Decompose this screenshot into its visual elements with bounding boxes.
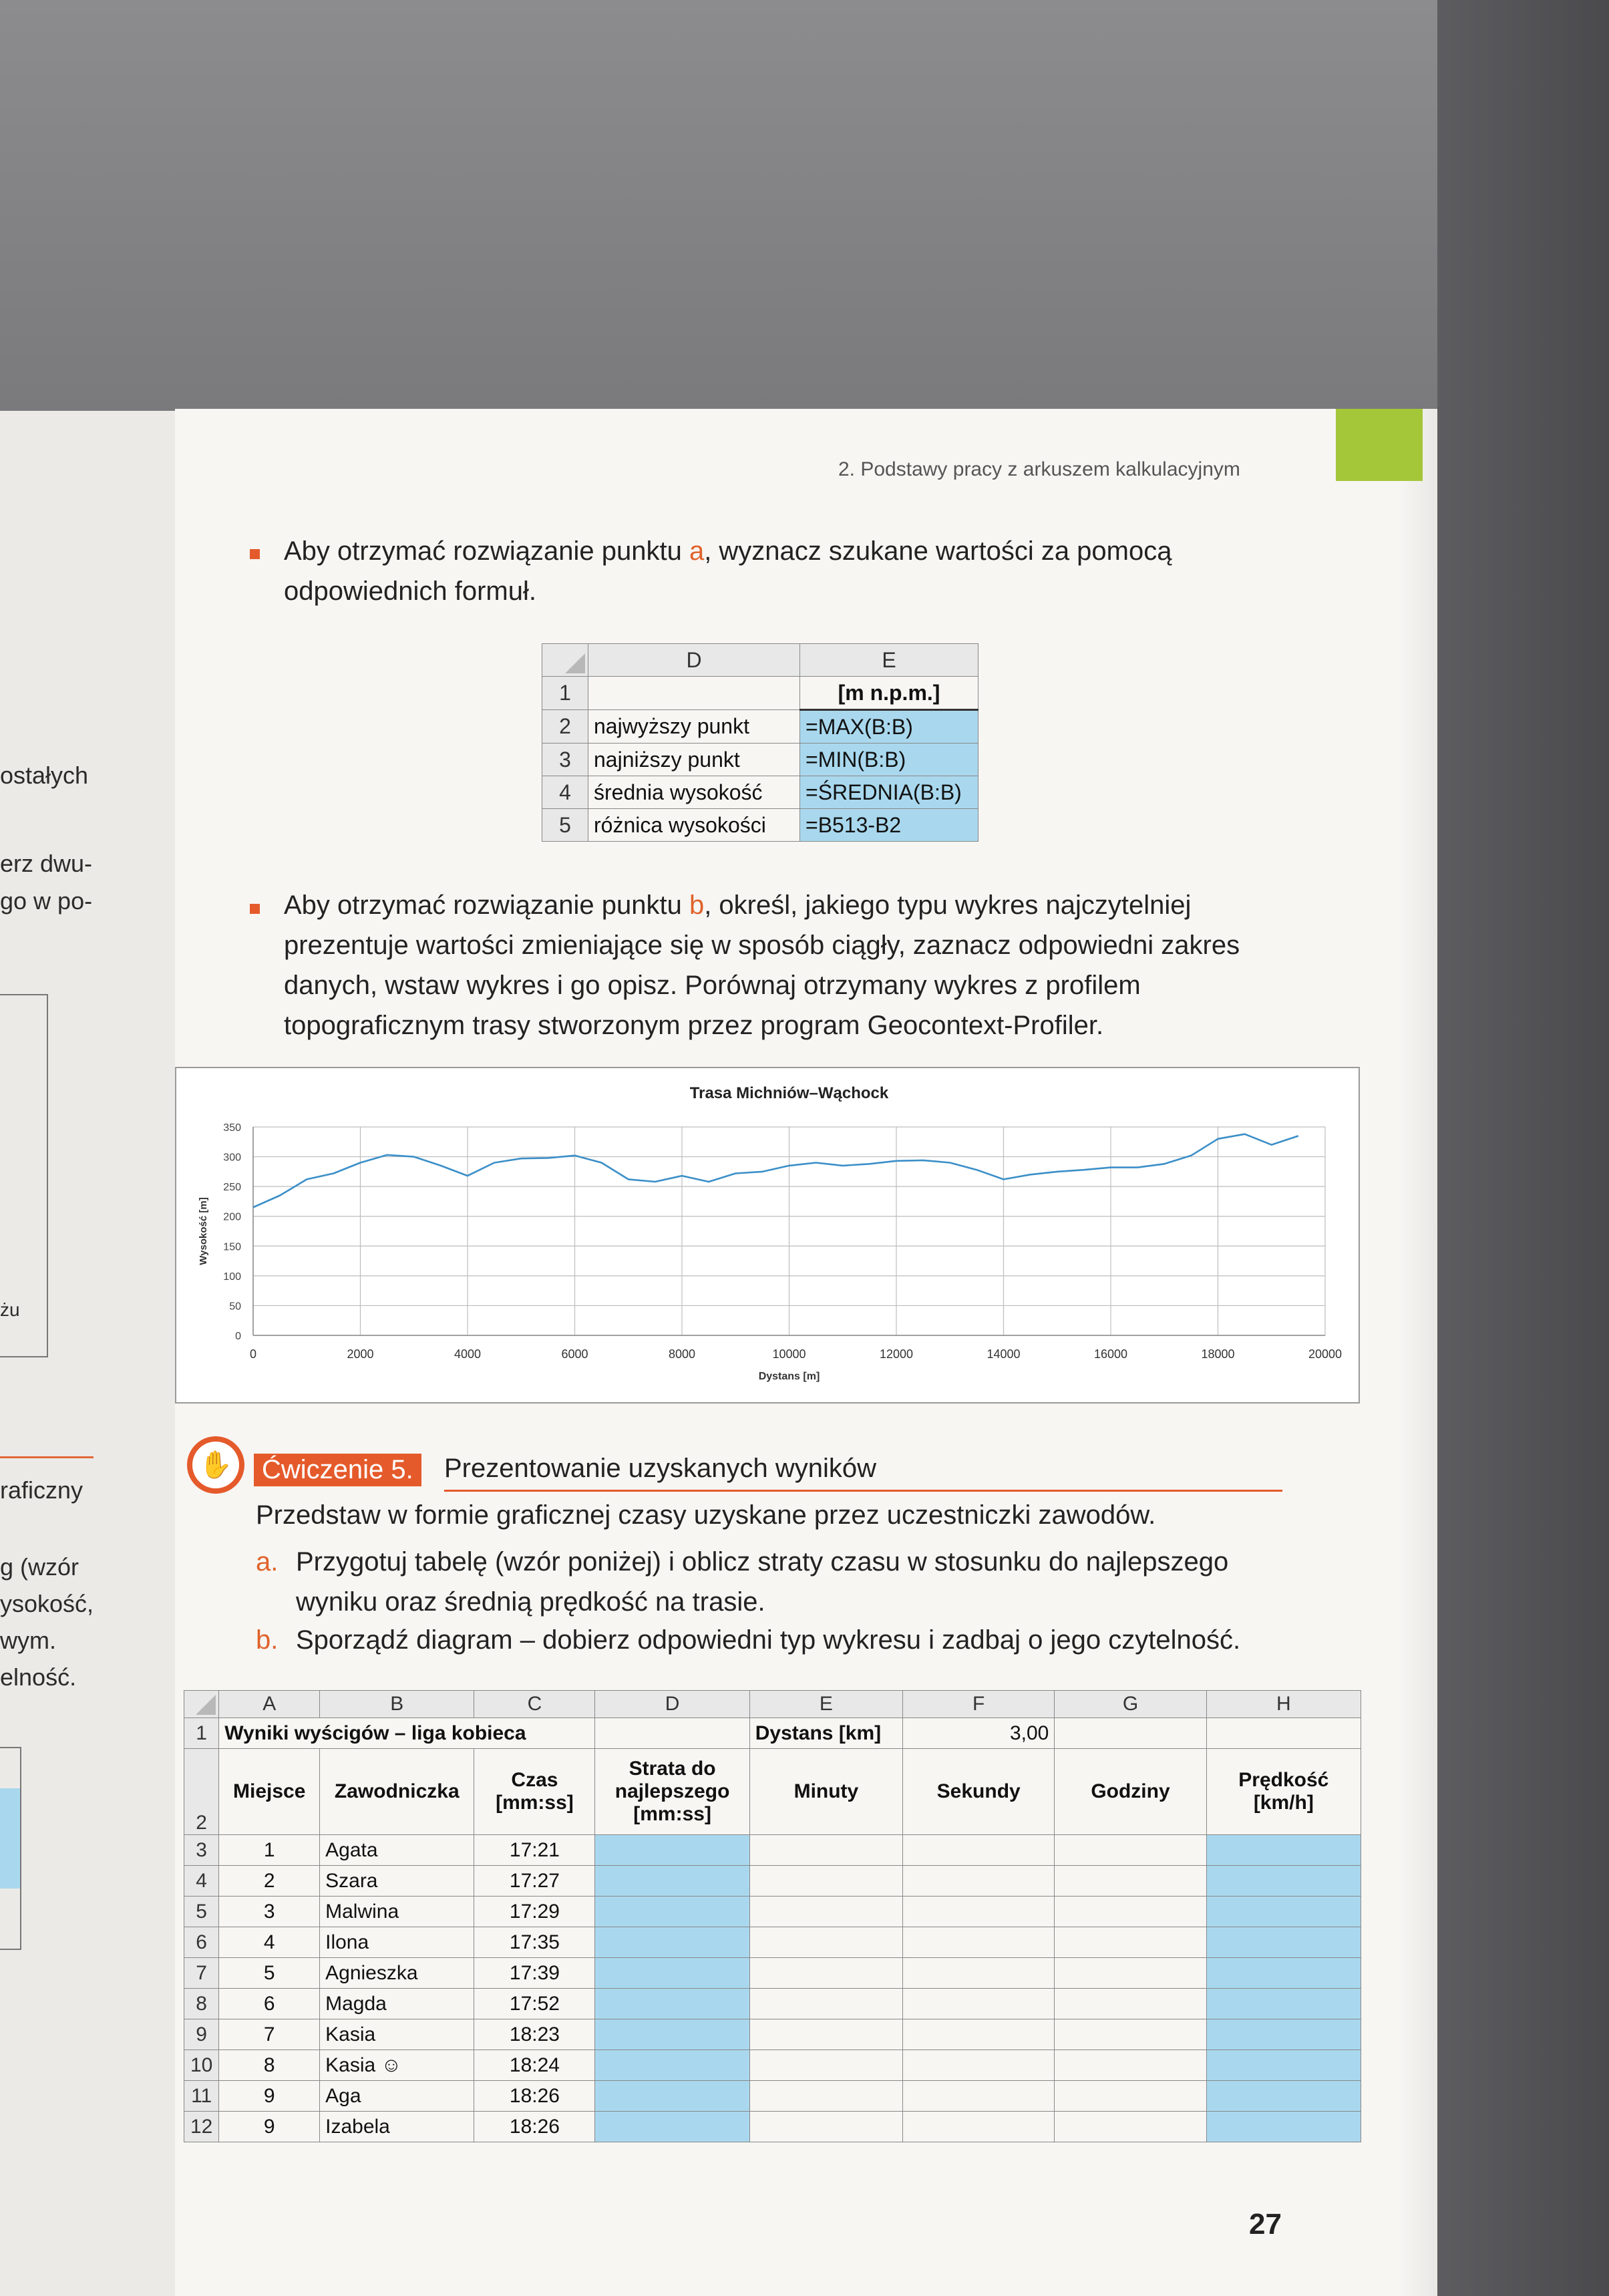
row-number[interactable]: 4 bbox=[184, 1866, 219, 1897]
seconds-cell[interactable] bbox=[903, 2112, 1055, 2142]
select-all-corner[interactable] bbox=[542, 644, 588, 677]
table-row bbox=[184, 1718, 1361, 1749]
hours-cell[interactable] bbox=[1055, 1835, 1206, 1866]
y-tick-label: 150 bbox=[223, 1241, 241, 1253]
x-tick-label: 8000 bbox=[668, 1347, 696, 1361]
exercise-intro: Przedstaw w formie graficznej czasy uzyskane przez uczestniczki zawodów. bbox=[256, 1500, 1156, 1530]
background-right bbox=[1437, 0, 1609, 2296]
hours-cell[interactable] bbox=[1055, 1958, 1206, 1989]
running-head: 2. Podstawy pracy z arkuszem kalkulacyjnym bbox=[838, 458, 1240, 480]
left-page bbox=[0, 411, 183, 2296]
item-text: Przygotuj tabelę (wzór poniżej) i oblicz straty czasu w stosunku do najlepszego wyniku oraz średnią prędkość na trasie. bbox=[296, 1547, 1229, 1617]
item-letter: b. bbox=[256, 1625, 279, 1655]
row-number[interactable]: 4 bbox=[542, 776, 588, 809]
place-cell[interactable]: 2 bbox=[219, 1866, 320, 1897]
cell[interactable]: najwyższy punkt bbox=[588, 710, 800, 744]
minutes-cell[interactable] bbox=[749, 2112, 902, 2142]
row-number[interactable]: 3 bbox=[542, 744, 588, 776]
header-cell[interactable]: Godziny bbox=[1055, 1749, 1206, 1835]
name-cell[interactable]: Aga bbox=[320, 2081, 474, 2112]
y-tick-label: 300 bbox=[223, 1152, 241, 1164]
y-tick-label: 100 bbox=[223, 1271, 241, 1283]
y-axis-label: Wysokość [m] bbox=[198, 1197, 209, 1265]
header-cell[interactable]: Miejsce bbox=[219, 1749, 320, 1835]
cell[interactable] bbox=[1206, 1718, 1361, 1749]
column-header[interactable]: D bbox=[595, 1691, 749, 1718]
header-cell[interactable]: Minuty bbox=[749, 1749, 902, 1835]
row-number[interactable]: 2 bbox=[184, 1749, 219, 1835]
chart-svg bbox=[176, 1068, 1359, 1402]
hours-cell[interactable] bbox=[1055, 1989, 1206, 2019]
loss-cell[interactable] bbox=[595, 1927, 749, 1958]
minutes-cell[interactable] bbox=[749, 1958, 902, 1989]
point-letter: b bbox=[689, 890, 705, 920]
table-row bbox=[184, 1958, 1361, 1989]
place-cell[interactable]: 7 bbox=[219, 2019, 320, 2050]
table-row bbox=[184, 1835, 1361, 1866]
cell[interactable]: średnia wysokość bbox=[588, 776, 800, 809]
time-cell[interactable]: 18:26 bbox=[474, 2112, 595, 2142]
bullet-icon bbox=[250, 549, 260, 559]
time-cell[interactable]: 17:29 bbox=[474, 1897, 595, 1927]
formula-table bbox=[542, 643, 978, 842]
series-line bbox=[253, 1134, 1298, 1208]
table-title-cell[interactable]: Wyniki wyścigów – liga kobieca bbox=[219, 1718, 595, 1749]
loss-cell[interactable] bbox=[595, 2112, 749, 2142]
exercise-rule bbox=[444, 1490, 1282, 1492]
column-header[interactable]: G bbox=[1055, 1691, 1206, 1718]
point-letter: a bbox=[689, 536, 705, 566]
paragraph-b: Aby otrzymać rozwiązanie punktu b, określ, jakiego typu wykres najczytelniej prezentuje wartości zmieniające się w sposób ciągły, zaznacz odpowiedni zakres danych, wstaw wykres i go opisz. Porównaj otrzymany wykres z profilem topograficznym trasy stworzonym przez program Geocontext-Profiler. bbox=[284, 890, 1240, 1040]
table-row bbox=[184, 1989, 1361, 2019]
exercise-title-bar bbox=[254, 1451, 1282, 1491]
name-cell[interactable]: Malwina bbox=[320, 1897, 474, 1927]
distance-value-cell[interactable]: 3,00 bbox=[903, 1718, 1055, 1749]
seconds-cell[interactable] bbox=[903, 2019, 1055, 2050]
row-number[interactable]: 5 bbox=[542, 809, 588, 842]
y-tick-label: 0 bbox=[235, 1331, 241, 1342]
cell[interactable]: =B513-B2 bbox=[800, 809, 978, 842]
background-top bbox=[0, 0, 1609, 414]
name-cell[interactable]: Izabela bbox=[320, 2112, 474, 2142]
place-cell[interactable]: 6 bbox=[219, 1989, 320, 2019]
table-row bbox=[184, 1897, 1361, 1927]
table-header-row bbox=[184, 1749, 1361, 1835]
x-tick-label: 12000 bbox=[879, 1347, 914, 1361]
left-table-fragment bbox=[0, 1747, 21, 1950]
column-header[interactable]: F bbox=[903, 1691, 1055, 1718]
table-row bbox=[542, 776, 978, 809]
loss-cell[interactable] bbox=[595, 1897, 749, 1927]
name-cell[interactable]: Kasia bbox=[320, 2019, 474, 2050]
minutes-cell[interactable] bbox=[749, 1897, 902, 1927]
speed-cell[interactable] bbox=[1206, 2050, 1361, 2081]
x-tick-label: 20000 bbox=[1308, 1347, 1343, 1361]
place-cell[interactable]: 8 bbox=[219, 2050, 320, 2081]
minutes-cell[interactable] bbox=[749, 1835, 902, 1866]
time-cell[interactable]: 17:35 bbox=[474, 1927, 595, 1958]
seconds-cell[interactable] bbox=[903, 1958, 1055, 1989]
left-fragment: ysokość, bbox=[0, 1590, 94, 1617]
hours-cell[interactable] bbox=[1055, 1897, 1206, 1927]
hours-cell[interactable] bbox=[1055, 2081, 1206, 2112]
hours-cell[interactable] bbox=[1055, 2019, 1206, 2050]
left-rule bbox=[0, 1456, 94, 1458]
name-cell[interactable]: Ilona bbox=[320, 1927, 474, 1958]
cell[interactable]: =MIN(B:B) bbox=[800, 744, 978, 776]
hours-cell[interactable] bbox=[1055, 1866, 1206, 1897]
minutes-cell[interactable] bbox=[749, 2081, 902, 2112]
loss-cell[interactable] bbox=[595, 1866, 749, 1897]
speed-cell[interactable] bbox=[1206, 1989, 1361, 2019]
place-cell[interactable]: 3 bbox=[219, 1897, 320, 1927]
cell[interactable]: [m n.p.m.] bbox=[800, 677, 978, 710]
x-tick-label: 16000 bbox=[1093, 1347, 1128, 1361]
hours-cell[interactable] bbox=[1055, 2050, 1206, 2081]
left-fragment: go w po- bbox=[0, 887, 93, 915]
seconds-cell[interactable] bbox=[903, 1927, 1055, 1958]
time-cell[interactable]: 17:21 bbox=[474, 1835, 595, 1866]
column-header[interactable]: B bbox=[320, 1691, 474, 1718]
hand-icon: ✋ bbox=[192, 1442, 239, 1488]
left-fragment: wym. bbox=[0, 1627, 56, 1654]
column-header[interactable]: A bbox=[219, 1691, 320, 1718]
table-row bbox=[184, 1866, 1361, 1897]
results-table bbox=[184, 1690, 1361, 2142]
item-text: Sporządź diagram – dobierz odpowiedni typ wykresu i zadbaj o jego czytelność. bbox=[296, 1625, 1241, 1655]
page-number: 27 bbox=[1249, 2208, 1282, 2241]
table-row bbox=[184, 2081, 1361, 2112]
left-fragment: raficzny bbox=[0, 1476, 83, 1504]
cell[interactable]: =MAX(B:B) bbox=[800, 710, 978, 744]
place-cell[interactable]: 1 bbox=[219, 1835, 320, 1866]
seconds-cell[interactable] bbox=[903, 2081, 1055, 2112]
time-cell[interactable]: 18:24 bbox=[474, 2050, 595, 2081]
left-fragment: ostałych bbox=[0, 762, 89, 789]
row-number[interactable]: 7 bbox=[184, 1958, 219, 1989]
exercise-badge bbox=[187, 1436, 244, 1494]
y-tick-label: 250 bbox=[223, 1182, 241, 1194]
name-cell[interactable]: Szara bbox=[320, 1866, 474, 1897]
exercise-heading: Prezentowanie uzyskanych wyników bbox=[444, 1454, 876, 1483]
table-row bbox=[184, 2050, 1361, 2081]
header-cell[interactable]: Sekundy bbox=[903, 1749, 1055, 1835]
cell[interactable] bbox=[1055, 1718, 1206, 1749]
seconds-cell[interactable] bbox=[903, 1989, 1055, 2019]
left-fragment: żu bbox=[0, 1299, 20, 1320]
x-tick-label: 4000 bbox=[454, 1347, 482, 1361]
y-tick-label: 50 bbox=[229, 1301, 241, 1313]
row-number[interactable]: 6 bbox=[184, 1927, 219, 1958]
minutes-cell[interactable] bbox=[749, 2050, 902, 2081]
time-cell[interactable]: 17:27 bbox=[474, 1866, 595, 1897]
place-cell[interactable]: 9 bbox=[219, 2112, 320, 2142]
row-number[interactable]: 2 bbox=[542, 710, 588, 744]
time-cell[interactable]: 17:39 bbox=[474, 1958, 595, 1989]
y-tick-label: 350 bbox=[223, 1122, 241, 1134]
table-row bbox=[542, 809, 978, 842]
loss-cell[interactable] bbox=[595, 1989, 749, 2019]
column-header[interactable]: H bbox=[1206, 1691, 1361, 1718]
cell[interactable]: =ŚREDNIA(B:B) bbox=[800, 776, 978, 809]
row-number[interactable]: 1 bbox=[184, 1718, 219, 1749]
table-row bbox=[542, 677, 978, 710]
place-cell[interactable]: 4 bbox=[219, 1927, 320, 1958]
place-cell[interactable]: 9 bbox=[219, 2081, 320, 2112]
speed-cell[interactable] bbox=[1206, 1958, 1361, 1989]
speed-cell[interactable] bbox=[1206, 2019, 1361, 2050]
left-fragment: g (wzór bbox=[0, 1553, 79, 1581]
header-cell[interactable]: Czas [mm:ss] bbox=[474, 1749, 595, 1835]
loss-cell[interactable] bbox=[595, 2050, 749, 2081]
column-header[interactable]: D bbox=[588, 644, 800, 677]
table-row bbox=[542, 744, 978, 776]
name-cell[interactable]: Kasia ☺ bbox=[320, 2050, 474, 2081]
chart-title: Trasa Michniów–Wąchock bbox=[689, 1084, 889, 1102]
x-tick-label: 10000 bbox=[772, 1347, 806, 1361]
minutes-cell[interactable] bbox=[749, 1989, 902, 2019]
distance-label-cell[interactable]: Dystans [km] bbox=[749, 1718, 902, 1749]
minutes-cell[interactable] bbox=[749, 1866, 902, 1897]
table-row bbox=[184, 2019, 1361, 2050]
seconds-cell[interactable] bbox=[903, 1897, 1055, 1927]
loss-cell[interactable] bbox=[595, 2019, 749, 2050]
minutes-cell[interactable] bbox=[749, 1927, 902, 1958]
exercise-item-a bbox=[256, 1542, 1298, 1617]
cell[interactable]: najniższy punkt bbox=[588, 744, 800, 776]
x-tick-label: 14000 bbox=[987, 1347, 1021, 1361]
name-cell[interactable]: Agata bbox=[320, 1835, 474, 1866]
cell[interactable] bbox=[588, 677, 800, 710]
row-number[interactable]: 5 bbox=[184, 1897, 219, 1927]
x-tick-label: 0 bbox=[249, 1347, 257, 1361]
seconds-cell[interactable] bbox=[903, 1866, 1055, 1897]
header-cell[interactable]: Prędkość [km/h] bbox=[1206, 1749, 1361, 1835]
row-number[interactable]: 11 bbox=[184, 2081, 219, 2112]
cell[interactable]: różnica wysokości bbox=[588, 809, 800, 842]
seconds-cell[interactable] bbox=[903, 1835, 1055, 1866]
left-fragment: elność. bbox=[0, 1663, 77, 1691]
exercise-label: Ćwiczenie 5. bbox=[254, 1454, 421, 1486]
row-number[interactable]: 1 bbox=[542, 677, 588, 710]
row-number[interactable]: 8 bbox=[184, 1989, 219, 2019]
hours-cell[interactable] bbox=[1055, 1927, 1206, 1958]
place-cell[interactable]: 5 bbox=[219, 1958, 320, 1989]
column-header[interactable]: E bbox=[800, 644, 978, 677]
cell[interactable] bbox=[595, 1718, 749, 1749]
x-axis-label: Dystans [m] bbox=[758, 1371, 820, 1382]
row-number[interactable]: 3 bbox=[184, 1835, 219, 1866]
speed-cell[interactable] bbox=[1206, 2081, 1361, 2112]
table-row bbox=[184, 1927, 1361, 1958]
elevation-chart bbox=[175, 1067, 1360, 1404]
speed-cell[interactable] bbox=[1206, 2112, 1361, 2142]
column-header[interactable]: E bbox=[749, 1691, 902, 1718]
item-letter: a. bbox=[256, 1547, 279, 1577]
x-tick-label: 6000 bbox=[561, 1347, 588, 1361]
loss-cell[interactable] bbox=[595, 2081, 749, 2112]
exercise-item-b bbox=[256, 1620, 1298, 1660]
seconds-cell[interactable] bbox=[903, 2050, 1055, 2081]
header-cell[interactable]: Zawodniczka bbox=[320, 1749, 474, 1835]
hours-cell[interactable] bbox=[1055, 2112, 1206, 2142]
table-row bbox=[184, 2112, 1361, 2142]
speed-cell[interactable] bbox=[1206, 1897, 1361, 1927]
y-tick-label: 200 bbox=[223, 1211, 241, 1223]
header-cell[interactable]: Strata do najlepszego [mm:ss] bbox=[595, 1749, 749, 1835]
speed-cell[interactable] bbox=[1206, 1927, 1361, 1958]
row-number[interactable]: 9 bbox=[184, 2019, 219, 2050]
left-fragment: erz dwu- bbox=[0, 850, 93, 877]
loss-cell[interactable] bbox=[595, 1835, 749, 1866]
speed-cell[interactable] bbox=[1206, 1835, 1361, 1866]
name-cell[interactable]: Agnieszka bbox=[320, 1958, 474, 1989]
time-cell[interactable]: 17:52 bbox=[474, 1989, 595, 2019]
loss-cell[interactable] bbox=[595, 1958, 749, 1989]
x-tick-label: 18000 bbox=[1201, 1347, 1235, 1361]
minutes-cell[interactable] bbox=[749, 2019, 902, 2050]
table-row bbox=[542, 710, 978, 744]
bullet-icon bbox=[250, 904, 260, 914]
x-tick-label: 2000 bbox=[347, 1347, 374, 1361]
column-header[interactable]: C bbox=[474, 1691, 595, 1718]
row-number[interactable]: 10 bbox=[184, 2050, 219, 2081]
row-number[interactable]: 12 bbox=[184, 2112, 219, 2142]
name-cell[interactable]: Magda bbox=[320, 1989, 474, 2019]
time-cell[interactable]: 18:23 bbox=[474, 2019, 595, 2050]
paragraph-a: Aby otrzymać rozwiązanie punktu a, wyznacz szukane wartości za pomocą odpowiednich formuł. bbox=[284, 536, 1172, 606]
chapter-tab bbox=[1336, 409, 1423, 481]
time-cell[interactable]: 18:26 bbox=[474, 2081, 595, 2112]
select-all-corner[interactable] bbox=[184, 1691, 219, 1718]
speed-cell[interactable] bbox=[1206, 1866, 1361, 1897]
